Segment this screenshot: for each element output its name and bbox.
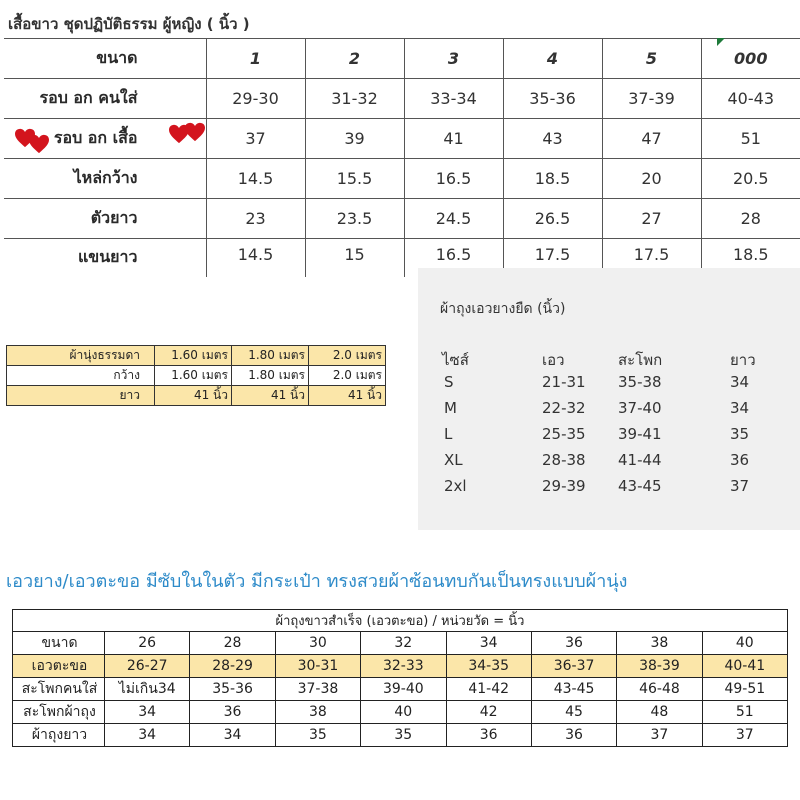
finished-cell: 26-27 [105, 655, 190, 678]
elastic-cell: 36 [730, 451, 750, 469]
finished-row [13, 678, 788, 701]
finished-cell: 28-29 [190, 655, 275, 678]
cell-comment-marker [717, 38, 725, 46]
shirt-cell: 23 [206, 199, 305, 239]
elastic-skirt-panel [418, 268, 800, 530]
shirt-cell: 20 [602, 159, 701, 199]
shirt-data-row [4, 159, 800, 199]
finished-cell: 40 [361, 701, 446, 724]
finished-cell: 34-35 [446, 655, 531, 678]
shirt-size-header: 5 [602, 39, 701, 79]
finished-cell: 36 [531, 724, 616, 747]
shirt-cell: 26.5 [503, 199, 602, 239]
shirt-data-row [4, 199, 800, 239]
elastic-cell: 35-38 [618, 373, 662, 391]
shirt-size-header: 4 [503, 39, 602, 79]
sarong-row-label: ยาว [7, 386, 155, 406]
shirt-cell: 37 [206, 119, 305, 159]
elastic-cell: 41-44 [618, 451, 662, 469]
shirt-cell: 35-36 [503, 79, 602, 119]
finished-cell: 40-41 [702, 655, 787, 678]
sarong-cell: 1.60 เมตร [155, 346, 232, 366]
finished-cell: 39-40 [361, 678, 446, 701]
finished-cell: 40 [702, 632, 787, 655]
shirt-cell: 18.5 [732, 245, 769, 264]
shirt-cell: 14.5 [206, 239, 305, 278]
finished-title-row [13, 610, 788, 632]
shirt-cell: 16.5 [404, 159, 503, 199]
elastic-cell: 34 [730, 373, 750, 391]
elastic-cell: S [444, 373, 454, 391]
shirt-row-label: แขนยาว [4, 239, 206, 278]
sarong-row-label: กว้าง [7, 366, 155, 386]
finished-row [13, 724, 788, 747]
finished-row-label: ผ้าถุงยาว [13, 724, 105, 747]
sarong-row [7, 346, 386, 366]
finished-cell: 34 [446, 632, 531, 655]
finished-cell: 37-38 [275, 678, 360, 701]
finished-cell: ไม่เกิน34 [105, 678, 190, 701]
elastic-cell: 28-38 [542, 451, 586, 469]
elastic-cell: 37 [730, 477, 750, 495]
sarong-cell: 1.80 เมตร [232, 346, 309, 366]
shirt-cell: 17.5 [602, 239, 701, 278]
finished-cell: 28 [190, 632, 275, 655]
elastic-cell: 43-45 [618, 477, 662, 495]
finished-table-title: ผ้าถุงขาวสำเร็จ (เอวตะขอ) / หน่วยวัด = นิ้ว [13, 610, 788, 632]
sarong-cell: 1.60 เมตร [155, 366, 232, 386]
shirt-cell: 28 [701, 199, 800, 239]
elastic-skirt-title: ผ้าถุงเอวยางยืด (นิ้ว) [440, 301, 566, 317]
sarong-row-label: ผ้านุ่งธรรมดา [7, 346, 155, 366]
shirt-cell: 17.5 [503, 239, 602, 278]
finished-cell: 46-48 [617, 678, 702, 701]
finished-cell: 36-37 [531, 655, 616, 678]
elastic-cell: 2xl [444, 477, 467, 495]
finished-row-label: สะโพกคนใส่ [13, 678, 105, 701]
shirt-data-row [4, 119, 800, 159]
finished-skirt-table [12, 609, 788, 747]
shirt-cell: 39 [305, 119, 404, 159]
finished-cell: 34 [105, 724, 190, 747]
elastic-header: ยาว [730, 351, 756, 369]
finished-cell: 32 [361, 632, 446, 655]
sarong-cell: 41 นิ้ว [232, 386, 309, 406]
finished-row [13, 701, 788, 724]
shirt-row-label: รอบ อก เสื้อ [4, 119, 206, 159]
shirt-cell: 27 [602, 199, 701, 239]
finished-cell: 48 [617, 701, 702, 724]
finished-cell: 35 [361, 724, 446, 747]
shirt-cell: 29-30 [206, 79, 305, 119]
elastic-cell: L [444, 425, 453, 443]
shirt-row-label: ตัวยาว [4, 199, 206, 239]
product-caption: เอวยาง/เอวตะขอ มีซับในในตัว มีกระเป๋า ทรงสวยผ้าซ้อนทบกันเป็นทรงแบบผ้านุ่ง [6, 571, 628, 592]
finished-cell: 38 [617, 632, 702, 655]
shirt-header-row [4, 39, 800, 79]
shirt-cell: 40-43 [701, 79, 800, 119]
shirt-header-label: ขนาด [4, 39, 206, 79]
shirt-size-header: 1 [206, 39, 305, 79]
elastic-cell: 39-41 [618, 425, 662, 443]
shirt-row-label: ไหล่กว้าง [4, 159, 206, 199]
shirt-cell: 14.5 [206, 159, 305, 199]
shirt-cell: 41 [404, 119, 503, 159]
shirt-table-title: เสื้อขาว ชุดปฏิบัติธรรม ผู้หญิง ( นิ้ว ) [8, 15, 250, 33]
finished-cell: 43-45 [531, 678, 616, 701]
finished-cell: 49-51 [702, 678, 787, 701]
finished-cell: 34 [105, 701, 190, 724]
sarong-cell: 41 นิ้ว [309, 386, 386, 406]
finished-cell: 45 [531, 701, 616, 724]
shirt-size-table [4, 38, 800, 277]
finished-cell: 36 [446, 724, 531, 747]
sarong-row [7, 386, 386, 406]
shirt-data-row [4, 79, 800, 119]
finished-cell: 51 [702, 701, 787, 724]
shirt-size-header: 3 [404, 39, 503, 79]
finished-cell: 37 [617, 724, 702, 747]
shirt-cell: 24.5 [404, 199, 503, 239]
elastic-header: เอว [542, 351, 565, 369]
elastic-cell: 34 [730, 399, 750, 417]
finished-row-label: สะโพกผ้าถุง [13, 701, 105, 724]
elastic-cell: 21-31 [542, 373, 586, 391]
finished-cell: 36 [190, 701, 275, 724]
sarong-cell: 1.80 เมตร [232, 366, 309, 386]
finished-cell: 30-31 [275, 655, 360, 678]
shirt-size-header: 2 [305, 39, 404, 79]
sarong-table [6, 345, 386, 406]
elastic-cell: 29-39 [542, 477, 586, 495]
finished-cell: 42 [446, 701, 531, 724]
finished-cell: 30 [275, 632, 360, 655]
finished-cell: 35-36 [190, 678, 275, 701]
shirt-cell: 15 [305, 239, 404, 278]
shirt-cell: 23.5 [305, 199, 404, 239]
elastic-cell: 22-32 [542, 399, 586, 417]
shirt-cell: 16.5 [404, 239, 503, 278]
shirt-cell: 47 [602, 119, 701, 159]
finished-row-label: เอวตะขอ [13, 655, 105, 678]
finished-row [13, 655, 788, 678]
finished-cell: 35 [275, 724, 360, 747]
finished-row [13, 632, 788, 655]
elastic-cell: 35 [730, 425, 750, 443]
sarong-row [7, 366, 386, 386]
finished-cell: 37 [702, 724, 787, 747]
finished-cell: 38-39 [617, 655, 702, 678]
shirt-cell: 15.5 [305, 159, 404, 199]
finished-cell: 34 [190, 724, 275, 747]
sarong-cell: 41 นิ้ว [155, 386, 232, 406]
elastic-header: สะโพก [618, 351, 663, 369]
elastic-header: ไซส์ [442, 351, 469, 369]
sarong-cell: 2.0 เมตร [309, 346, 386, 366]
shirt-row-label: รอบ อก คนใส่ [4, 79, 206, 119]
finished-row-label: ขนาด [13, 632, 105, 655]
elastic-cell: M [444, 399, 457, 417]
shirt-cell: 18.5 [503, 159, 602, 199]
shirt-size-header: 000 [701, 39, 800, 79]
shirt-cell: 20.5 [701, 159, 800, 199]
shirt-cell: 33-34 [404, 79, 503, 119]
elastic-cell: 25-35 [542, 425, 586, 443]
elastic-cell: 37-40 [618, 399, 662, 417]
finished-cell: 41-42 [446, 678, 531, 701]
shirt-cell: 51 [701, 119, 800, 159]
heart-icon [184, 122, 206, 142]
finished-cell: 26 [105, 632, 190, 655]
shirt-cell: 43 [503, 119, 602, 159]
elastic-cell: XL [444, 451, 463, 469]
heart-icon [28, 134, 50, 154]
finished-cell: 36 [531, 632, 616, 655]
shirt-cell: 31-32 [305, 79, 404, 119]
shirt-cell: 37-39 [602, 79, 701, 119]
finished-cell: 38 [275, 701, 360, 724]
finished-cell: 32-33 [361, 655, 446, 678]
sarong-cell: 2.0 เมตร [309, 366, 386, 386]
